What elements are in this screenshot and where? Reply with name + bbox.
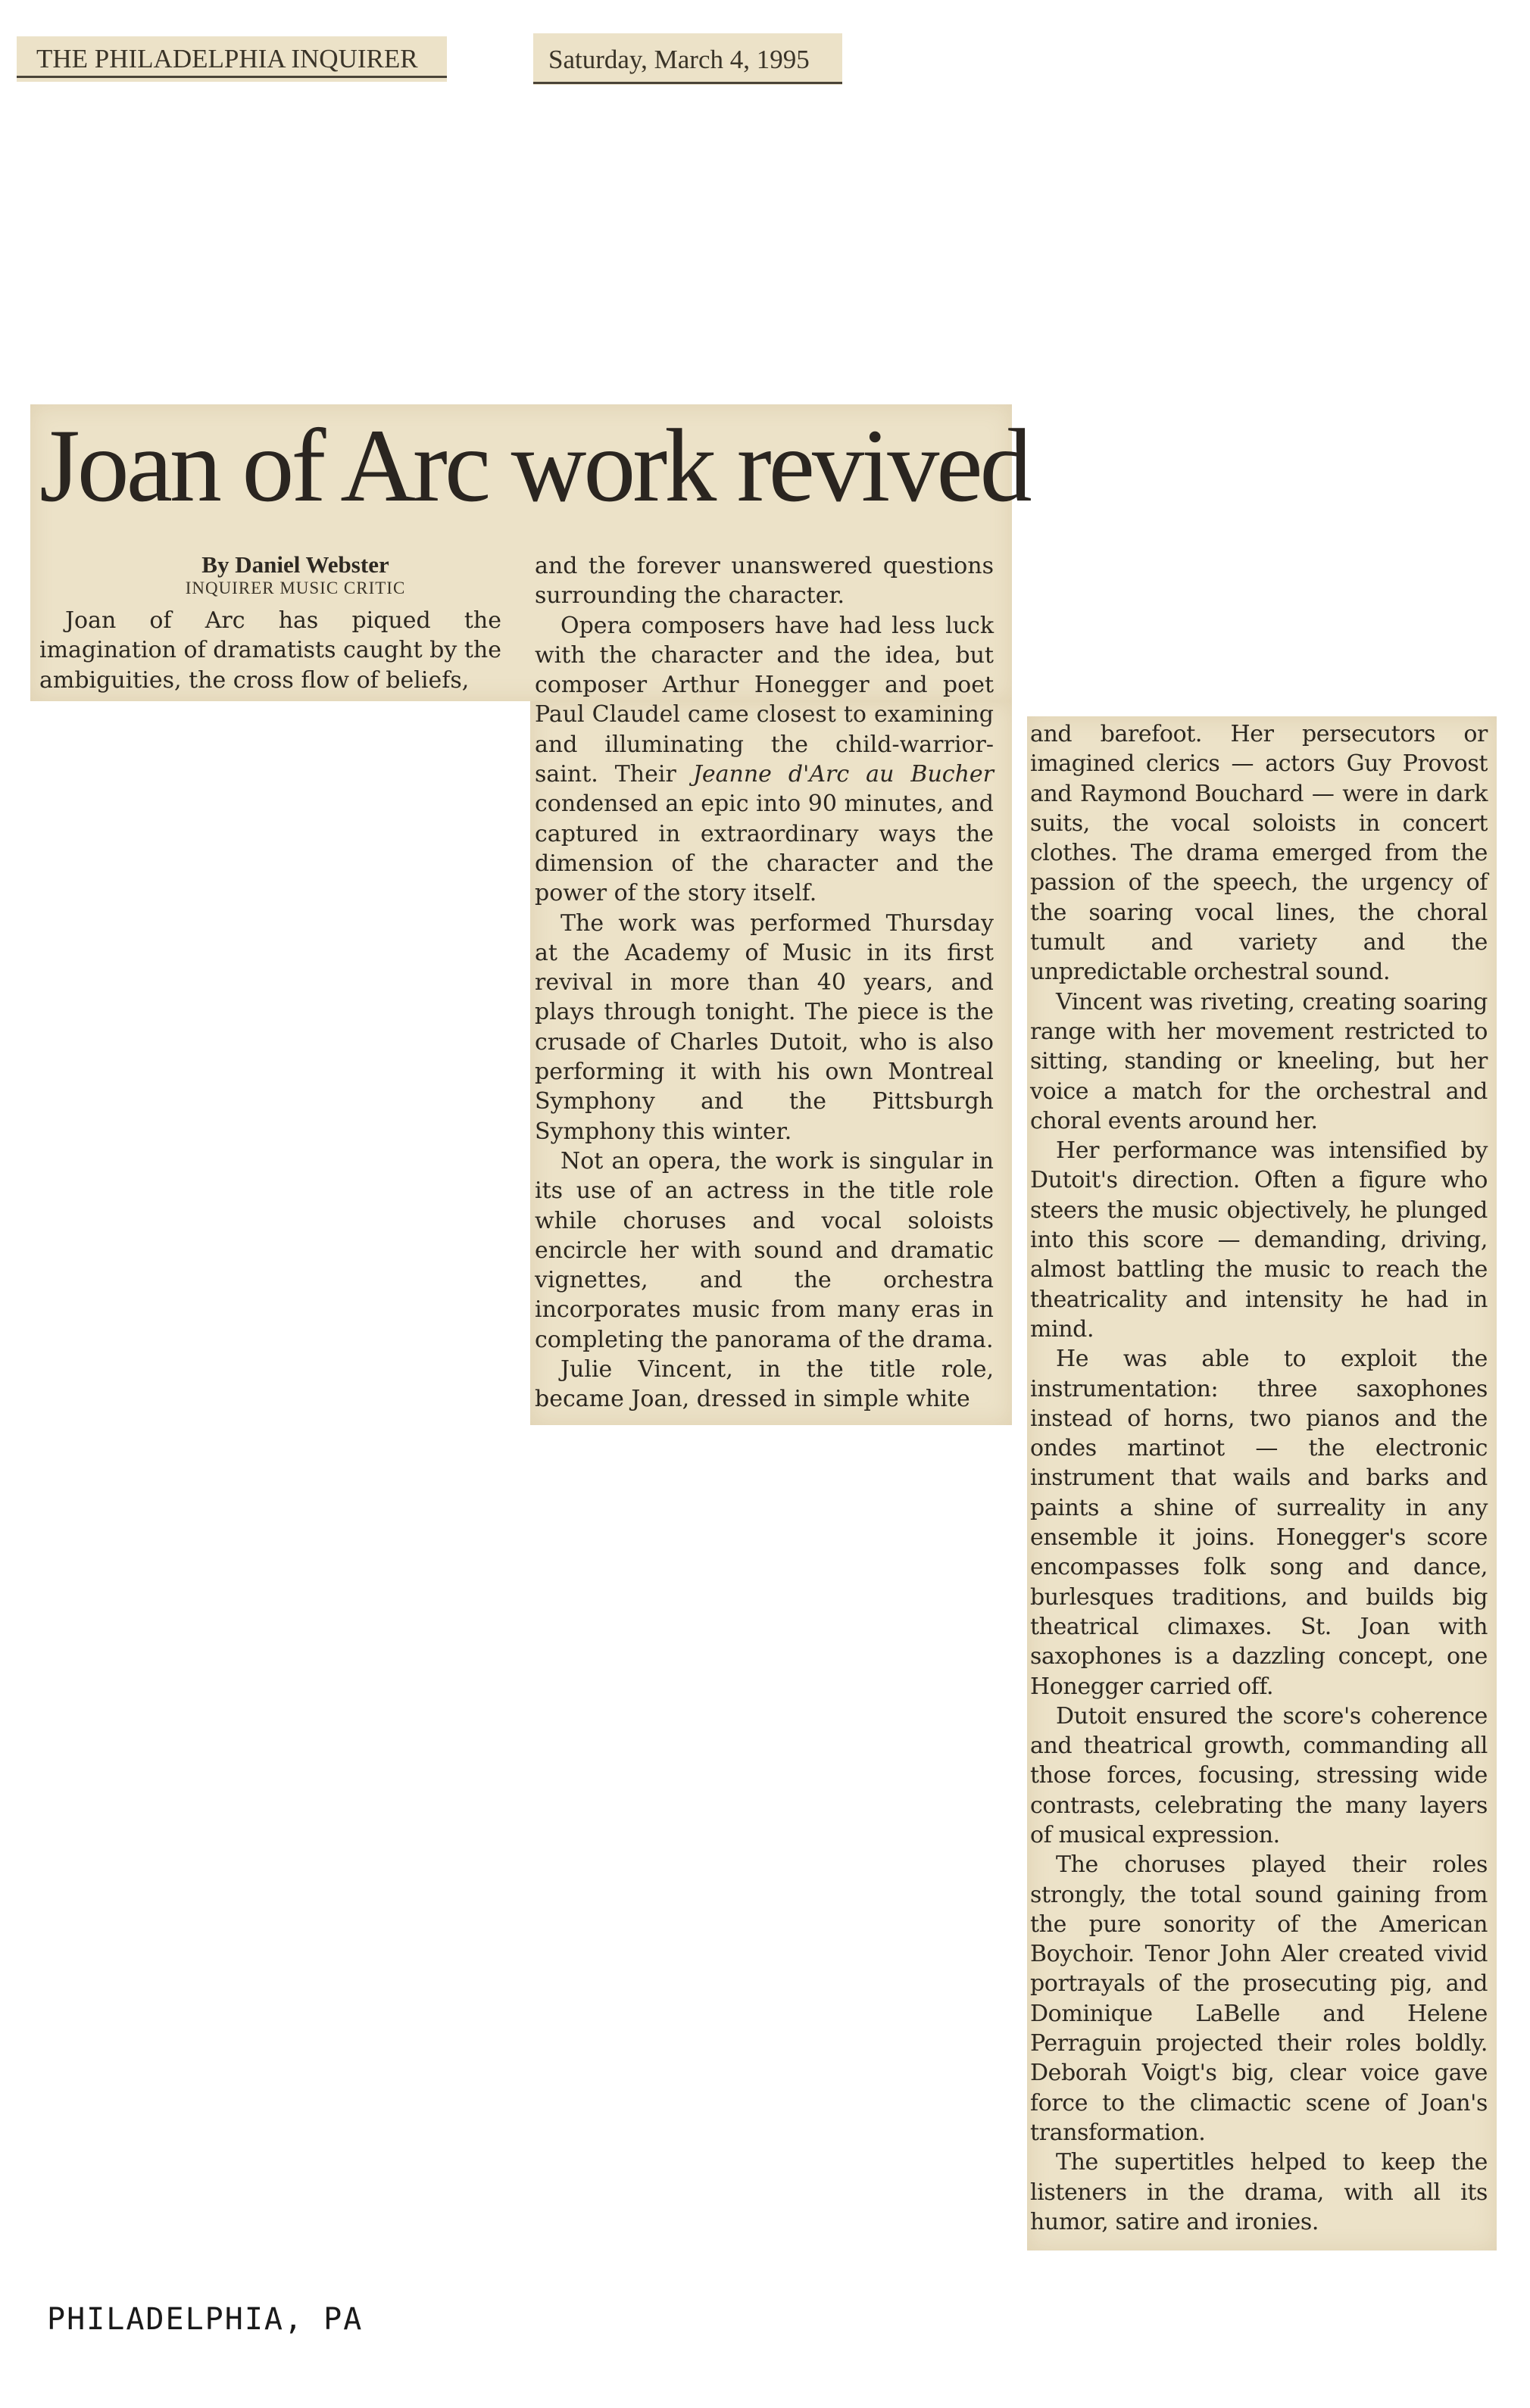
location-label: PHILADELPHIA, PA xyxy=(47,2302,364,2337)
paragraph: The supertitles helped to keep the listeners in the drama, with all its humor, satire and ironies. xyxy=(1030,2149,1488,2235)
paragraph-text: condensed an epic into 90 minutes, and captured in extraordinary ways the dimension of the character and the power of the story itself. xyxy=(535,791,994,907)
paragraph: Not an opera, the work is singular in its use of an actress in the title role while choruses and vocal soloists encircle her with sound and dramatic vignettes, and the orchestra incorporates music from many eras in completing the panorama of the drama. xyxy=(535,1147,994,1353)
paragraph: The work was performed Thursday at the Academy of Music in its first revival in more than 40 years, and plays through tonight. The piece is the crusade of Charles Dutoit, who is also performing it with his own Montreal Symphony and the Pittsburgh Symphony this winter. xyxy=(535,909,994,1145)
paragraph: Julie Vincent, in the title role, became Joan, dressed in simple white xyxy=(535,1356,994,1413)
paragraph-continued: and the forever unanswered questions surrounding the character. xyxy=(535,553,994,610)
date-underline xyxy=(533,82,842,84)
article-column-1 xyxy=(39,606,501,695)
byline-title: INQUIRER MUSIC CRITIC xyxy=(185,579,406,597)
paragraph: Vincent was riveting, creating soaring range with her movement restricted to sitting, standing or kneeling, but her voice a match for the orchestral and choral events around her. xyxy=(1030,988,1488,1134)
publication-underline xyxy=(17,76,447,78)
paragraph: He was able to exploit the instrumentation: three saxophones instead of horns, two pianos and the ondes martinot — the electronic instrument that wails and barks and paints a shine of surreality in any ensemble it joins. Honegger's score encompasses folk song and dance, burlesques traditions, and builds big theatrical climaxes. St. Joan with saxophones is a dazzling concept, one Honegger carried off. xyxy=(1030,1346,1488,1700)
article-column-2 xyxy=(535,551,994,1415)
paragraph: Dutoit ensured the score's coherence and theatrical growth, commanding all those forces, focusing, stressing wide contrasts, celebrating the many layers of musical expression. xyxy=(1030,1702,1488,1848)
paragraph: Her performance was intensified by Dutoit's direction. Often a figure who steers the music objectively, he plunged into this score — demanding, driving, almost battling the music to reach the theatricality and intensity he had in mind. xyxy=(1030,1137,1488,1343)
article-column-3 xyxy=(1030,719,1488,2237)
article-headline: Joan of Arc work revived xyxy=(39,407,1029,523)
publication-label: THE PHILADELPHIA INQUIRER xyxy=(17,36,447,82)
paragraph: Joan of Arc has piqued the imagination of dramatists caught by the ambiguities, the cross flow of beliefs, xyxy=(39,607,501,694)
work-title: Jeanne d'Arc au Bucher xyxy=(692,761,994,788)
paragraph: The choruses played their roles strongly, the total sound gaining from the pure sonority of the American Boychoir. Tenor John Aler created vivid portrayals of the prosecuting pig, and Dominique LaBelle and Helene Perraguin projected their roles boldly. Deborah Voigt's big, clear voice gave force to the climactic scene of Joan's transformation. xyxy=(1030,1851,1488,2146)
paragraph xyxy=(535,611,994,909)
paragraph-text: Opera composers have had less luck with the character and the idea, but composer Arthur Honegger and poet Paul Claudel came closest to examining and illuminating the child-warrior-saint. Their xyxy=(535,612,994,788)
date-label: Saturday, March 4, 1995 xyxy=(533,33,842,85)
paragraph-continued: and barefoot. Her persecutors or imagined clerics — actors Guy Provost and Raymond Bouchard — were in dark suits, the vocal soloists in concert clothes. The drama emerged from the passion of the speech, the urgency of the soaring vocal lines, the choral tumult and variety and the unpredictable orchestral sound. xyxy=(1030,721,1488,986)
article-byline: By Daniel Webster xyxy=(201,551,389,578)
